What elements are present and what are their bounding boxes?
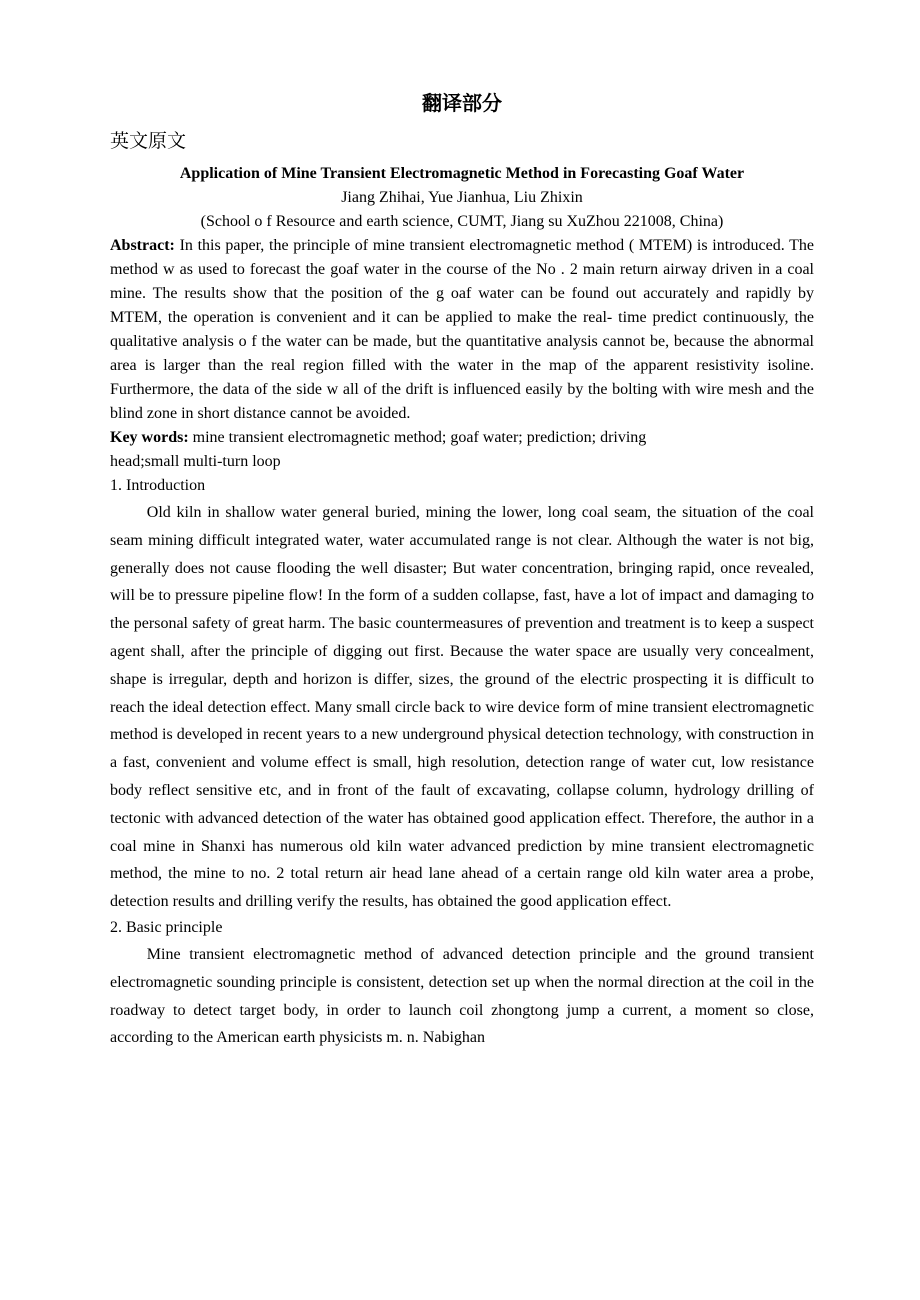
keywords-label: Key words: — [110, 429, 189, 446]
subsection-title: 英文原文 — [110, 131, 187, 152]
basic-principle-paragraph: Mine transient electromagnetic method of advanced detection principle and the ground transient electromagnetic sounding principle is consistent, detection set up when the normal direction at the coil in the roadway to detect target body, in order to launch coil zhongtong jump a current, a moment so close, according to the American earth physicists m. n. Nabighan — [110, 945, 814, 1047]
abstract — [110, 234, 814, 426]
paper-affiliation: (School o f Resource and earth science, CUMT, Jiang su XuZhou 221008, China) — [200, 213, 724, 230]
introduction-paragraph: Old kiln in shallow water general buried, mining the lower, long coal seam, the situation of the coal seam mining difficult integrated water, water accumulated range is not clear. Although the water is not big, generally does not cause flooding the well disaster; But water concentration, bringing rapid, once revealed, will be to pressure pipeline flow! In the form of a sudden collapse, fast, have a lot of impact and damaging to the personal safety of great harm. The basic countermeasures of prevention and treatment is to keep a suspect agent shall, after the principle of digging out first. Because the water space are usually very concealment, shape is irregular, depth and horizon is differ, sizes, the ground of the electric prospecting it is difficult to reach the ideal detection effect. Many small circle back to wire device form of mine transient electromagnetic method is developed in recent years to a new underground physical detection technology, with construction in a fast, convenient and volume effect is small, high resolution, detection range of water cut, low resistance body reflect sensitive etc, and in front of the fault of excavating, collapse column, hydrology drilling of tectonic with advanced detection of the water has obtained good application effect. Therefore, the author in a coal mine in Shanxi has numerous old kiln water advanced prediction by mine transient electromagnetic method, the mine to no. 2 total return air head lane ahead of a certain range old kiln water area a probe, detection results and drilling verify the results, has obtained the good application effect. — [110, 504, 814, 911]
document-page — [110, 88, 814, 1052]
keywords-line2: head;small multi-turn loop — [110, 453, 281, 470]
abstract-label: Abstract: — [110, 237, 175, 254]
paper-authors: Jiang Zhihai, Yue Jianhua, Liu Zhixin — [341, 189, 583, 206]
paper-title: Application of Mine Transient Electromagnetic Method in Forecasting Goaf Water — [179, 165, 745, 182]
section-title: 翻译部分 — [422, 93, 502, 115]
section-heading-basic-principle: 2. Basic principle — [110, 918, 223, 936]
section-heading-introduction: 1. Introduction — [110, 477, 206, 494]
keywords — [110, 426, 814, 450]
abstract-text: In this paper, the principle of mine transient electromagnetic method ( MTEM) is introduced. The method w as used to forecast the goaf water in the course of the No . 2 main return airway driven in a coal mine. The results show that the position of the g oaf water can be found out accurately and rapidly by MTEM, the operation is convenient and it can be applied to make the real- time predict continuously, the qualitative analysis o f the water can be made, but the quantitative analysis cannot be, because the abnormal area is larger than the real region filled with the water in the map of the apparent resistivity isoline. Furthermore, the data of the side w all of the drift is influenced easily by the bolting with wire mesh and the blind zone in short distance cannot be avoided. — [110, 237, 814, 422]
keywords-line1: mine transient electromagnetic method; goaf water; prediction; driving — [188, 429, 647, 446]
